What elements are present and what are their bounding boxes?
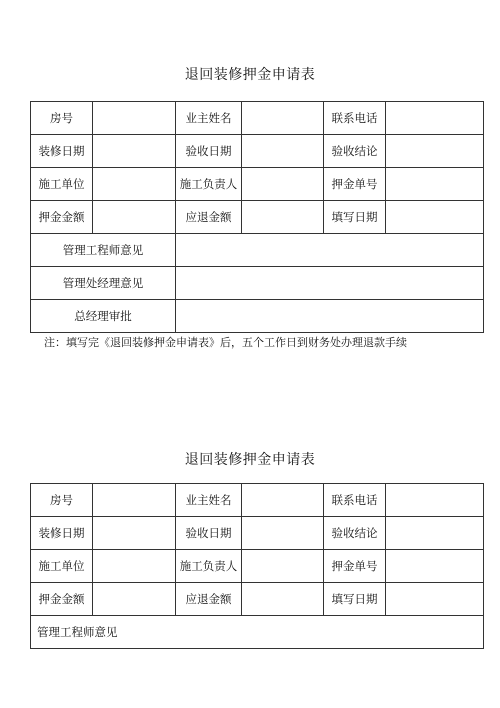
room-number-field[interactable] (93, 102, 176, 135)
approval-label-manager: 管理处经理意见 (31, 267, 176, 300)
phone-field[interactable] (386, 102, 484, 135)
application-form-table (30, 483, 484, 649)
form-row (31, 484, 484, 517)
field-label-contractor: 施工单位 (31, 550, 93, 583)
field-label-renovation-date: 装修日期 (31, 517, 93, 550)
form-row (31, 135, 484, 168)
owner-name-field[interactable] (242, 102, 324, 135)
field-label-renovation-date: 装修日期 (31, 135, 93, 168)
general-manager-approval-field[interactable] (176, 300, 484, 333)
field-label-refund-amount: 应退金额 (176, 201, 242, 234)
form-row (31, 517, 484, 550)
approval-row (31, 300, 484, 333)
form-row (31, 583, 484, 616)
field-label-deposit-amount: 押金金额 (31, 583, 93, 616)
fill-date-field[interactable] (386, 201, 484, 234)
field-label-fill-date: 填写日期 (324, 201, 386, 234)
deposit-amount-field[interactable] (93, 201, 176, 234)
form-note: 注：填写完《退回装修押金申请表》后，五个工作日到财务处办理退款手续 (44, 336, 407, 349)
field-label-inspection-date: 验收日期 (176, 135, 242, 168)
inspection-result-field[interactable] (386, 517, 484, 550)
form-row (31, 201, 484, 234)
form-row (31, 102, 484, 135)
renovation-date-field[interactable] (93, 517, 176, 550)
contractor-field[interactable] (93, 168, 176, 201)
field-label-room-number: 房号 (31, 484, 93, 517)
form-title: 退回装修押金申请表 (184, 452, 316, 468)
phone-field[interactable] (386, 484, 484, 517)
site-manager-field[interactable] (242, 168, 324, 201)
application-form-table (30, 101, 484, 333)
engineer-opinion-field[interactable] (176, 234, 484, 267)
field-label-site-manager: 施工负责人 (176, 550, 242, 583)
approval-label-engineer: 管理工程师意见 (31, 616, 484, 649)
field-label-deposit-receipt: 押金单号 (324, 168, 386, 201)
field-label-contractor: 施工单位 (31, 168, 93, 201)
approval-row (31, 267, 484, 300)
refund-amount-field[interactable] (242, 201, 324, 234)
field-label-phone: 联系电话 (324, 484, 386, 517)
field-label-owner-name: 业主姓名 (176, 102, 242, 135)
inspection-date-field[interactable] (242, 135, 324, 168)
approval-row (31, 616, 484, 649)
room-number-field[interactable] (93, 484, 176, 517)
approval-row (31, 234, 484, 267)
approval-label-general-manager: 总经理审批 (31, 300, 176, 333)
inspection-date-field[interactable] (242, 517, 324, 550)
field-label-deposit-receipt: 押金单号 (324, 550, 386, 583)
approval-label-engineer: 管理工程师意见 (31, 234, 176, 267)
deposit-receipt-field[interactable] (386, 550, 484, 583)
field-label-deposit-amount: 押金金额 (31, 201, 93, 234)
field-label-inspection-result: 验收结论 (324, 135, 386, 168)
field-label-fill-date: 填写日期 (324, 583, 386, 616)
refund-amount-field[interactable] (242, 583, 324, 616)
form-row (31, 550, 484, 583)
contractor-field[interactable] (93, 550, 176, 583)
field-label-owner-name: 业主姓名 (176, 484, 242, 517)
form-title: 退回装修押金申请表 (184, 67, 316, 83)
field-label-refund-amount: 应退金额 (176, 583, 242, 616)
field-label-inspection-date: 验收日期 (176, 517, 242, 550)
field-label-inspection-result: 验收结论 (324, 517, 386, 550)
field-label-phone: 联系电话 (324, 102, 386, 135)
manager-opinion-field[interactable] (176, 267, 484, 300)
field-label-room-number: 房号 (31, 102, 93, 135)
fill-date-field[interactable] (386, 583, 484, 616)
deposit-receipt-field[interactable] (386, 168, 484, 201)
deposit-amount-field[interactable] (93, 583, 176, 616)
site-manager-field[interactable] (242, 550, 324, 583)
field-label-site-manager: 施工负责人 (176, 168, 242, 201)
owner-name-field[interactable] (242, 484, 324, 517)
renovation-date-field[interactable] (93, 135, 176, 168)
inspection-result-field[interactable] (386, 135, 484, 168)
form-row (31, 168, 484, 201)
